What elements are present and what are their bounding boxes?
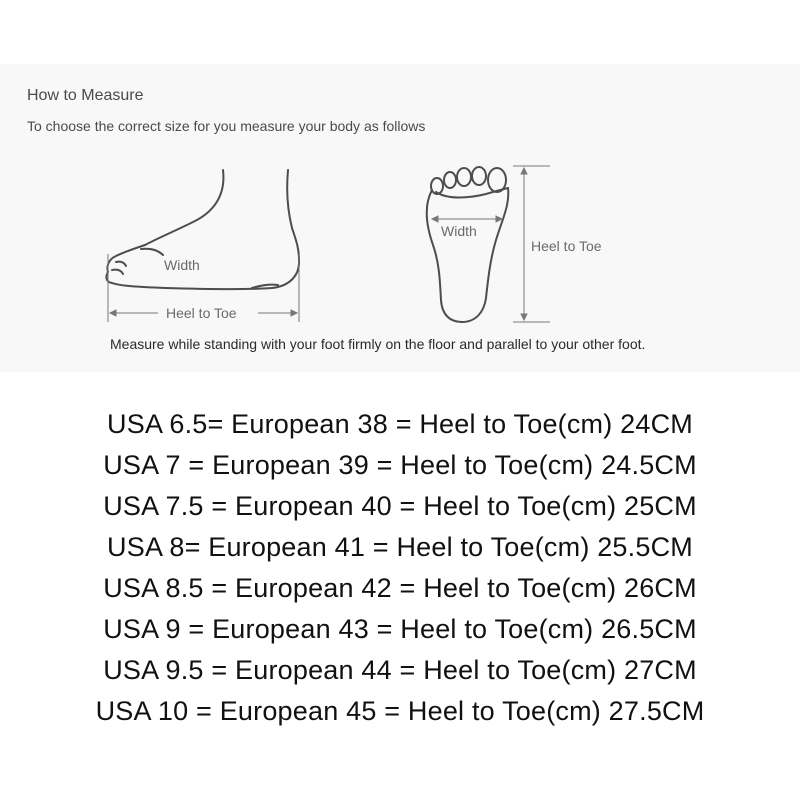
size-chart [0,404,800,732]
side-view-length-label: Heel to Toe [166,305,237,321]
size-row: USA 9.5 = European 44 = Heel to Toe(cm) 27CM [103,655,697,685]
sole-view-width-label: Width [441,223,477,239]
guide-title: How to Measure [27,87,144,104]
size-row: USA 8.5 = European 42 = Heel to Toe(cm) 26CM [103,573,697,603]
side-view-width-label: Width [164,257,200,273]
measure-note: Measure while standing with your foot firmly on the floor and parallel to your other foot. [110,336,646,352]
foot-measure-diagram [0,150,800,340]
guide-subtitle: To choose the correct size for you measure your body as follows [27,118,426,134]
size-row: USA 10 = European 45 = Heel to Toe(cm) 27.5CM [95,696,705,726]
sole-view-length-label: Heel to Toe [531,238,602,254]
side-view-foot-illustration [106,170,299,289]
size-row: USA 6.5= European 38 = Heel to Toe(cm) 24CM [107,409,693,439]
sole-view-foot-illustration [427,167,508,322]
size-row: USA 9 = European 43 = Heel to Toe(cm) 26.5CM [103,614,697,644]
size-row: USA 7 = European 39 = Heel to Toe(cm) 24.5CM [103,450,697,480]
size-row: USA 7.5 = European 40 = Heel to Toe(cm) 25CM [103,491,697,521]
size-row: USA 8= European 41 = Heel to Toe(cm) 25.5CM [107,532,693,562]
sole-view-width-arrow [432,216,502,222]
